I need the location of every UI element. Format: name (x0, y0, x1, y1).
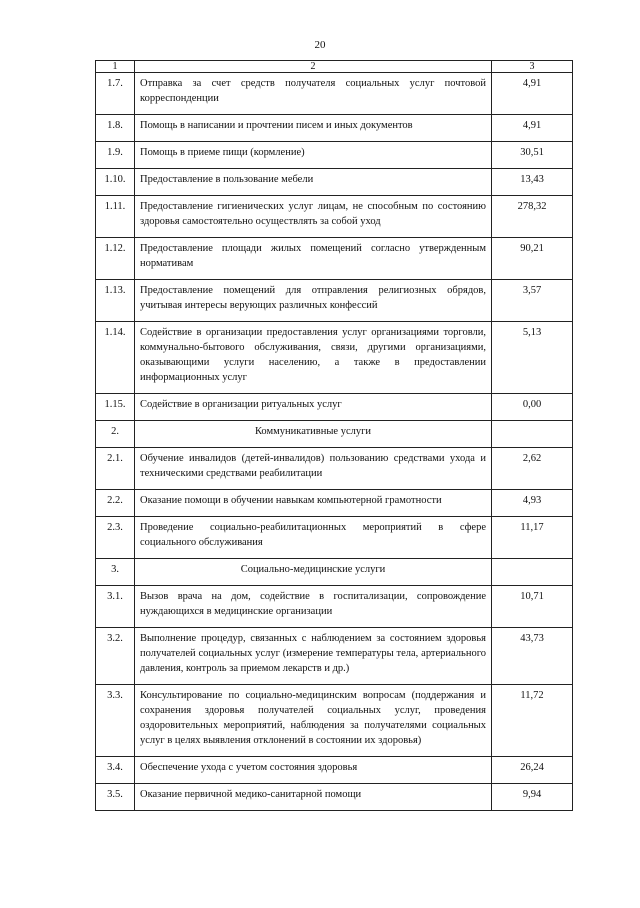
row-number: 1.15. (96, 394, 135, 421)
table-row (96, 142, 573, 169)
row-value: 4,91 (492, 73, 573, 115)
table-row (96, 628, 573, 685)
table-row (96, 685, 573, 757)
row-description: Помощь в написании и прочтении писем и иных документов (135, 115, 492, 142)
table-row (96, 517, 573, 559)
column-header-description: 2 (135, 61, 492, 73)
row-value (492, 559, 573, 586)
table-row (96, 394, 573, 421)
table-row (96, 115, 573, 142)
row-number: 2.1. (96, 448, 135, 490)
row-value: 3,57 (492, 280, 573, 322)
table-row (96, 73, 573, 115)
table-row (96, 238, 573, 280)
row-number: 3.4. (96, 757, 135, 784)
row-number: 1.7. (96, 73, 135, 115)
row-value: 13,43 (492, 169, 573, 196)
row-value: 5,13 (492, 322, 573, 394)
column-header-number: 1 (96, 61, 135, 73)
row-description: Консультирование по социально-медицинским вопросам (поддержания и сохранения здоровья получателей социальных услуг, проведения оздоровительных мероприятий, наблюдения за получателями социальных услуг в целях выявления отклонений в состоянии их здоровья) (135, 685, 492, 757)
column-header-value: 3 (492, 61, 573, 73)
row-number: 2. (96, 421, 135, 448)
row-number: 3. (96, 559, 135, 586)
row-number: 3.2. (96, 628, 135, 685)
row-number: 3.3. (96, 685, 135, 757)
row-value: 43,73 (492, 628, 573, 685)
row-description: Отправка за счет средств получателя социальных услуг почтовой корреспонденции (135, 73, 492, 115)
section-row (96, 421, 573, 448)
row-value: 9,94 (492, 784, 573, 811)
row-value: 10,71 (492, 586, 573, 628)
table-row (96, 784, 573, 811)
row-value: 11,17 (492, 517, 573, 559)
row-description: Оказание первичной медико-санитарной помощи (135, 784, 492, 811)
row-value: 30,51 (492, 142, 573, 169)
row-number: 1.9. (96, 142, 135, 169)
row-description: Вызов врача на дом, содействие в госпитализации, сопровождение нуждающихся в медицинские организации (135, 586, 492, 628)
table-row (96, 757, 573, 784)
table-row (96, 448, 573, 490)
row-number: 1.12. (96, 238, 135, 280)
row-description: Содействие в организации ритуальных услуг (135, 394, 492, 421)
row-description: Выполнение процедур, связанных с наблюдением за состоянием здоровья получателей социальных услуг (измерение температуры тела, артериального давления, контроль за приемом лекарств и др.) (135, 628, 492, 685)
row-value: 90,21 (492, 238, 573, 280)
row-value: 4,93 (492, 490, 573, 517)
row-number: 1.10. (96, 169, 135, 196)
row-number: 1.8. (96, 115, 135, 142)
row-number: 3.1. (96, 586, 135, 628)
services-table (95, 60, 573, 811)
table-row (96, 196, 573, 238)
table-row (96, 322, 573, 394)
row-description: Предоставление в пользование мебели (135, 169, 492, 196)
table-row (96, 169, 573, 196)
table-row (96, 490, 573, 517)
row-number: 1.11. (96, 196, 135, 238)
row-description: Оказание помощи в обучении навыкам компьютерной грамотности (135, 490, 492, 517)
page-number: 20 (314, 39, 326, 51)
row-number: 1.13. (96, 280, 135, 322)
row-description: Обеспечение ухода с учетом состояния здоровья (135, 757, 492, 784)
row-number: 2.2. (96, 490, 135, 517)
row-number: 1.14. (96, 322, 135, 394)
row-description: Обучение инвалидов (детей-инвалидов) пользованию средствами ухода и техническими средствами реабилитации (135, 448, 492, 490)
section-row (96, 559, 573, 586)
row-value: 2,62 (492, 448, 573, 490)
row-value: 4,91 (492, 115, 573, 142)
row-value: 278,32 (492, 196, 573, 238)
row-value (492, 421, 573, 448)
row-description: Предоставление площади жилых помещений согласно утвержденным нормативам (135, 238, 492, 280)
row-description: Социально-медицинские услуги (135, 559, 492, 586)
row-description: Предоставление помещений для отправления религиозных обрядов, учитывая интересы верующих различных конфессий (135, 280, 492, 322)
row-description: Проведение социально-реабилитационных мероприятий в сфере социального обслуживания (135, 517, 492, 559)
row-description: Содействие в организации предоставления услуг организациями торговли, коммунально-бытового обслуживания, связи, другими организациями, оказывающими услуги населению, а также в предоставлении информационных услуг (135, 322, 492, 394)
row-description: Предоставление гигиенических услуг лицам, не способным по состоянию здоровья самостоятельно осуществлять за собой уход (135, 196, 492, 238)
row-description: Коммуникативные услуги (135, 421, 492, 448)
table-row (96, 586, 573, 628)
row-value: 26,24 (492, 757, 573, 784)
row-value: 0,00 (492, 394, 573, 421)
row-value: 11,72 (492, 685, 573, 757)
table-header-row (96, 61, 573, 73)
table-row (96, 280, 573, 322)
row-number: 2.3. (96, 517, 135, 559)
row-number: 3.5. (96, 784, 135, 811)
row-description: Помощь в приеме пищи (кормление) (135, 142, 492, 169)
